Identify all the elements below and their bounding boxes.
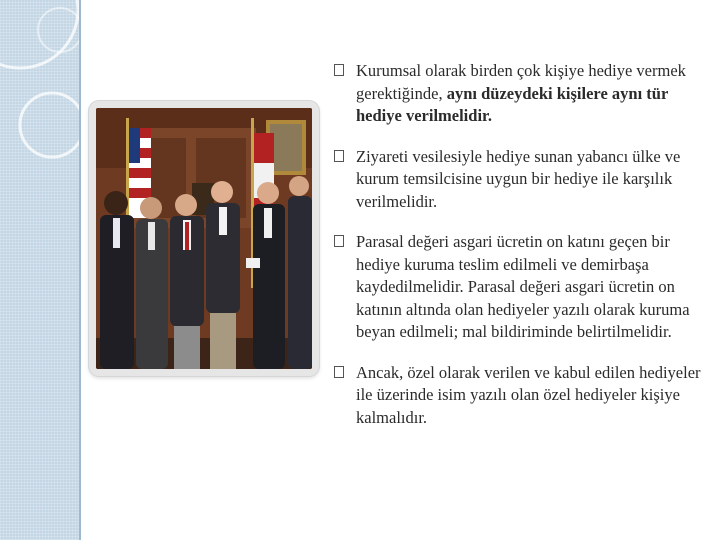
bullet-marker-icon [334, 64, 344, 76]
bullet-item [334, 146, 714, 214]
bullet-text: Ancak, özel olarak verilen ve kabul edilen hediyeler ile üzerinde isim yazılı olan özel hediyeler kişiye kalmalıdır. [356, 362, 701, 427]
decorative-sidebar [0, 0, 79, 540]
bullet-marker-icon [334, 366, 344, 378]
bullet-text: Ziyareti vesilesiyle hediye sunan yabancı ülke ve kurum temsilcisine uygun bir hediye ile karşılık verilmelidir. [356, 146, 681, 211]
bullet-item [334, 231, 714, 344]
bullet-bold-text: aynı düzeydeki kişilere aynı tür hediye verilmelidir. [356, 83, 668, 125]
bullet-marker-icon [334, 235, 344, 247]
circle-decoration-icon [0, 0, 79, 200]
bullet-text: Parasal değeri asgari ücretin on katını geçen bir hediye kuruma teslim edilmeli ve demirbaşa kaydedilmelidir. Parasal değeri asgari ücretin on katının altında olan hediyeler yazılı olarak kuruma beyan edilmeli; mal bildiriminde belirtilmelidir. [356, 232, 690, 341]
bullet-marker-icon [334, 150, 344, 162]
bullet-item [334, 362, 714, 430]
bullet-list [334, 60, 714, 447]
bullet-item [334, 60, 714, 128]
bullet-text: Kurumsal olarak birden çok kişiye hediye vermek gerektiğinde, [356, 61, 686, 103]
group-photo [96, 108, 312, 369]
sidebar-divider [79, 0, 81, 540]
